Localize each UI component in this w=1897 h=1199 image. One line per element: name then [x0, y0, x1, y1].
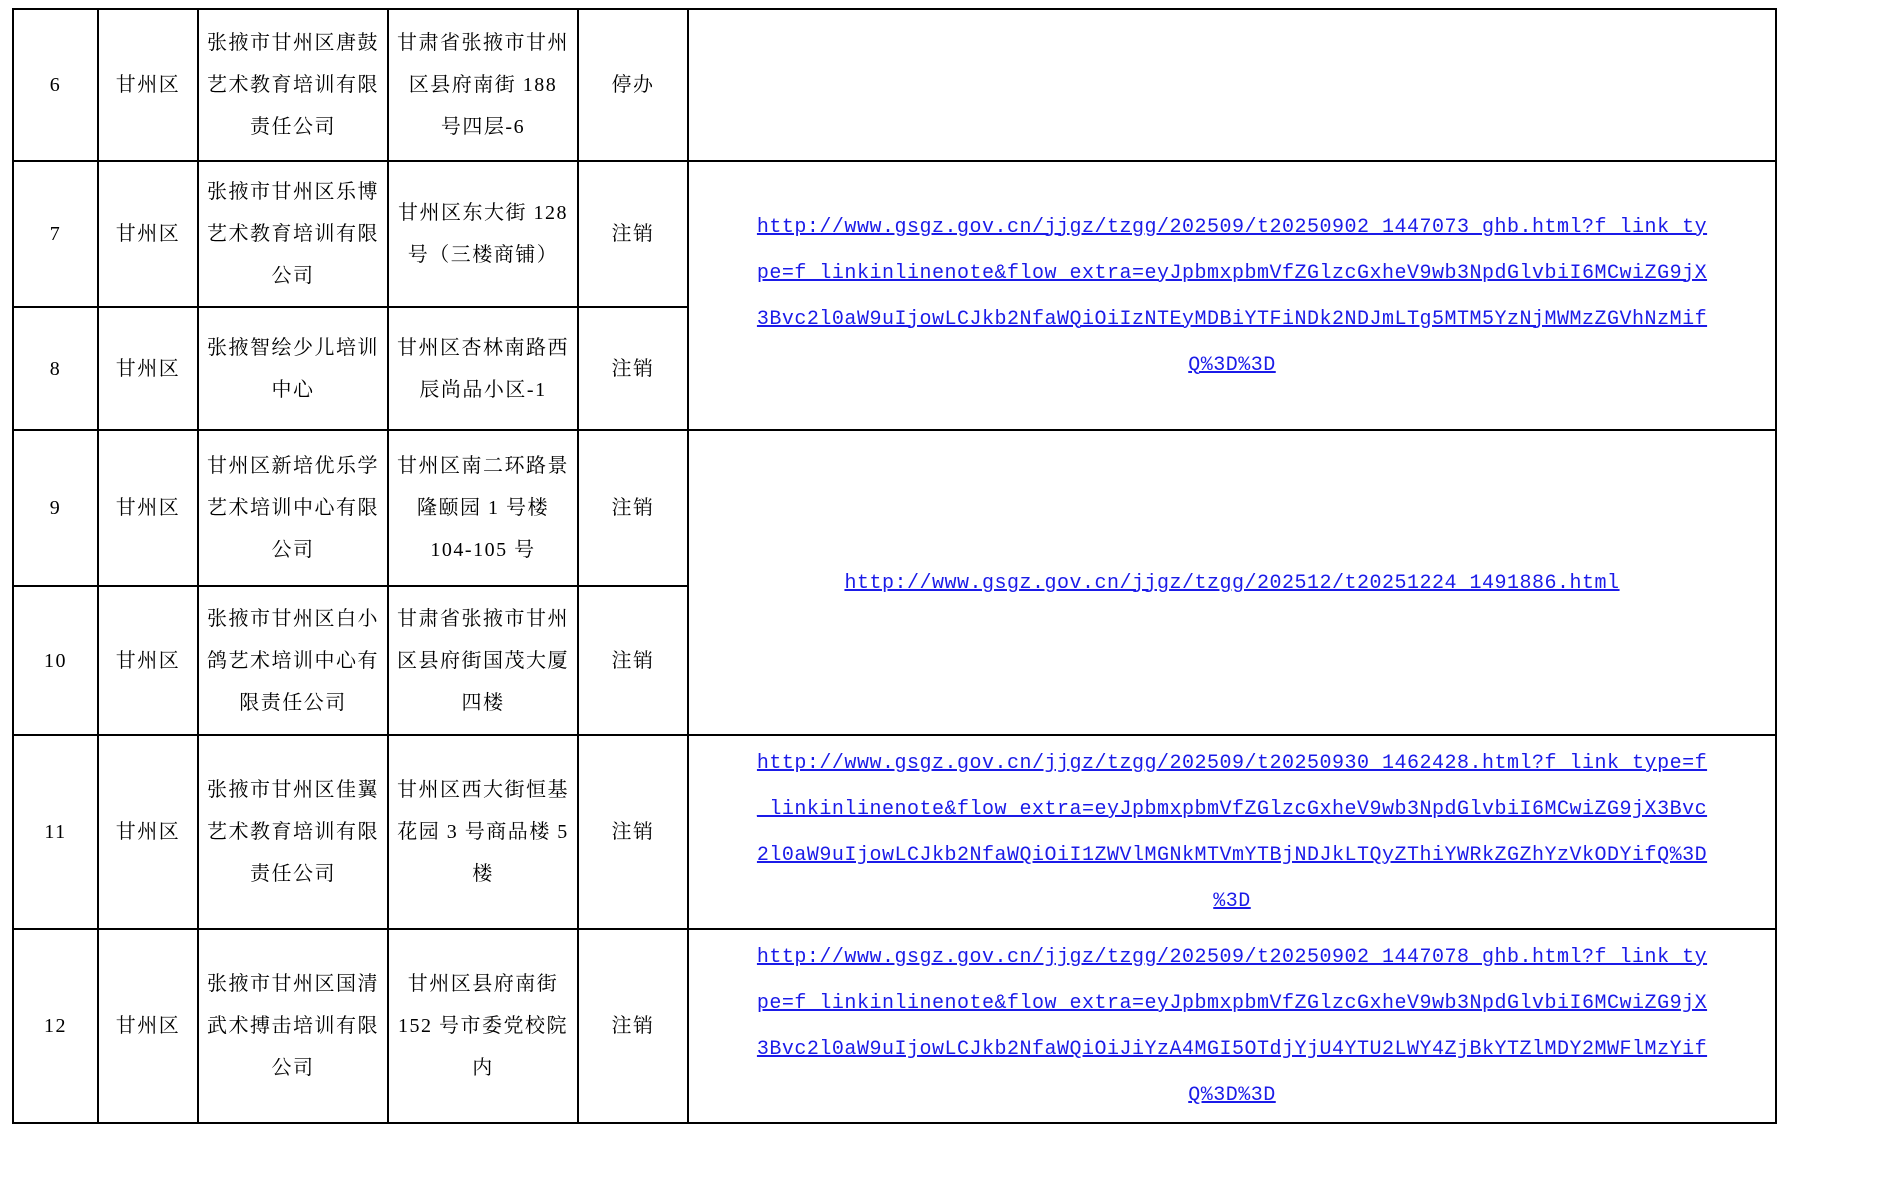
status-cell: 注销	[578, 430, 688, 586]
seq-cell: 10	[13, 586, 98, 735]
table-row	[13, 9, 1776, 161]
seq-cell: 8	[13, 307, 98, 430]
address-cell: 甘州区南二环路景隆颐园 1 号楼 104-105 号	[388, 430, 578, 586]
address-cell: 甘州区县府南街 152 号市委党校院内	[388, 929, 578, 1123]
address-cell: 甘肃省张掖市甘州区县府南街 188 号四层-6	[388, 9, 578, 161]
url-link-line[interactable]: http://www.gsgz.gov.cn/jjgz/tzgg/202509/t20250902_1447073_ghb.html?f_link_ty	[756, 215, 1708, 239]
name-cell: 张掖市甘州区佳翼艺术教育培训有限责任公司	[198, 735, 388, 929]
document-page	[0, 8, 1897, 1199]
status-cell: 注销	[578, 307, 688, 430]
url-cell	[688, 929, 1776, 1123]
district-cell: 甘州区	[98, 586, 198, 735]
district-cell: 甘州区	[98, 9, 198, 161]
table-row	[13, 929, 1776, 1123]
name-cell: 甘州区新培优乐学艺术培训中心有限公司	[198, 430, 388, 586]
seq-cell: 7	[13, 161, 98, 307]
status-cell: 注销	[578, 161, 688, 307]
seq-cell: 12	[13, 929, 98, 1123]
name-cell: 张掖市甘州区白小鸽艺术培训中心有限责任公司	[198, 586, 388, 735]
name-cell: 张掖智绘少儿培训中心	[198, 307, 388, 430]
seq-cell: 9	[13, 430, 98, 586]
url-link-line[interactable]: pe=f_linkinlinenote&flow_extra=eyJpbmxpbmVfZGlzcGxheV9wb3NpdGlvbiI6MCwiZG9jX	[756, 992, 1708, 1015]
district-cell: 甘州区	[98, 735, 198, 929]
seq-cell: 11	[13, 735, 98, 929]
address-cell: 甘肃省张掖市甘州区县府街国茂大厦四楼	[388, 586, 578, 735]
address-cell: 甘州区东大街 128 号（三楼商铺）	[388, 161, 578, 307]
url-link-line[interactable]: http://www.gsgz.gov.cn/jjgz/tzgg/202509/t20250902_1447078_ghb.html?f_link_ty	[756, 946, 1708, 969]
url-link-line[interactable]: http://www.gsgz.gov.cn/jjgz/tzgg/202509/t20250930_1462428.html?f_link_type=f	[756, 752, 1708, 775]
url-cell	[688, 430, 1776, 735]
status-cell: 注销	[578, 735, 688, 929]
district-cell: 甘州区	[98, 161, 198, 307]
url-link-line[interactable]: %3D	[1213, 890, 1251, 913]
url-cell-empty	[688, 9, 1776, 161]
name-cell: 张掖市甘州区乐博艺术教育培训有限公司	[198, 161, 388, 307]
status-cell: 停办	[578, 9, 688, 161]
seq-cell: 6	[13, 9, 98, 161]
table-row	[13, 430, 1776, 586]
url-link-line[interactable]: Q%3D%3D	[1188, 1084, 1276, 1107]
name-cell: 张掖市甘州区唐鼓艺术教育培训有限责任公司	[198, 9, 388, 161]
district-cell: 甘州区	[98, 307, 198, 430]
address-cell: 甘州区杏林南路西辰尚品小区-1	[388, 307, 578, 430]
name-cell: 张掖市甘州区国清武术搏击培训有限公司	[198, 929, 388, 1123]
institutions-table	[12, 8, 1777, 1124]
address-cell: 甘州区西大街恒基花园 3 号商品楼 5 楼	[388, 735, 578, 929]
district-cell: 甘州区	[98, 929, 198, 1123]
url-cell	[688, 161, 1776, 430]
url-link-line[interactable]: pe=f_linkinlinenote&flow_extra=eyJpbmxpbmVfZGlzcGxheV9wb3NpdGlvbiI6MCwiZG9jX	[756, 261, 1708, 285]
url-link-line[interactable]: http://www.gsgz.gov.cn/jjgz/tzgg/202512/t20251224_1491886.html	[844, 571, 1620, 595]
table-row	[13, 735, 1776, 929]
url-link-line[interactable]: _linkinlinenote&flow_extra=eyJpbmxpbmVfZGlzcGxheV9wb3NpdGlvbiI6MCwiZG9jX3Bvc	[756, 798, 1708, 821]
url-link-line[interactable]: 3Bvc2l0aW9uIjowLCJkb2NfaWQiOiIzNTEyMDBiYTFiNDk2NDJmLTg5MTM5YzNjMWMzZGVhNzMif	[756, 307, 1708, 331]
url-link-line[interactable]: 3Bvc2l0aW9uIjowLCJkb2NfaWQiOiJiYzA4MGI5OTdjYjU4YTU2LWY4ZjBkYTZlMDY2MWFlMzYif	[756, 1038, 1708, 1061]
url-link-line[interactable]: Q%3D%3D	[1188, 353, 1276, 377]
table-row	[13, 161, 1776, 307]
url-link-line[interactable]: 2l0aW9uIjowLCJkb2NfaWQiOiI1ZWVlMGNkMTVmYTBjNDJkLTQyZThiYWRkZGZhYzVkODYifQ%3D	[756, 844, 1708, 867]
status-cell: 注销	[578, 586, 688, 735]
district-cell: 甘州区	[98, 430, 198, 586]
status-cell: 注销	[578, 929, 688, 1123]
url-cell	[688, 735, 1776, 929]
